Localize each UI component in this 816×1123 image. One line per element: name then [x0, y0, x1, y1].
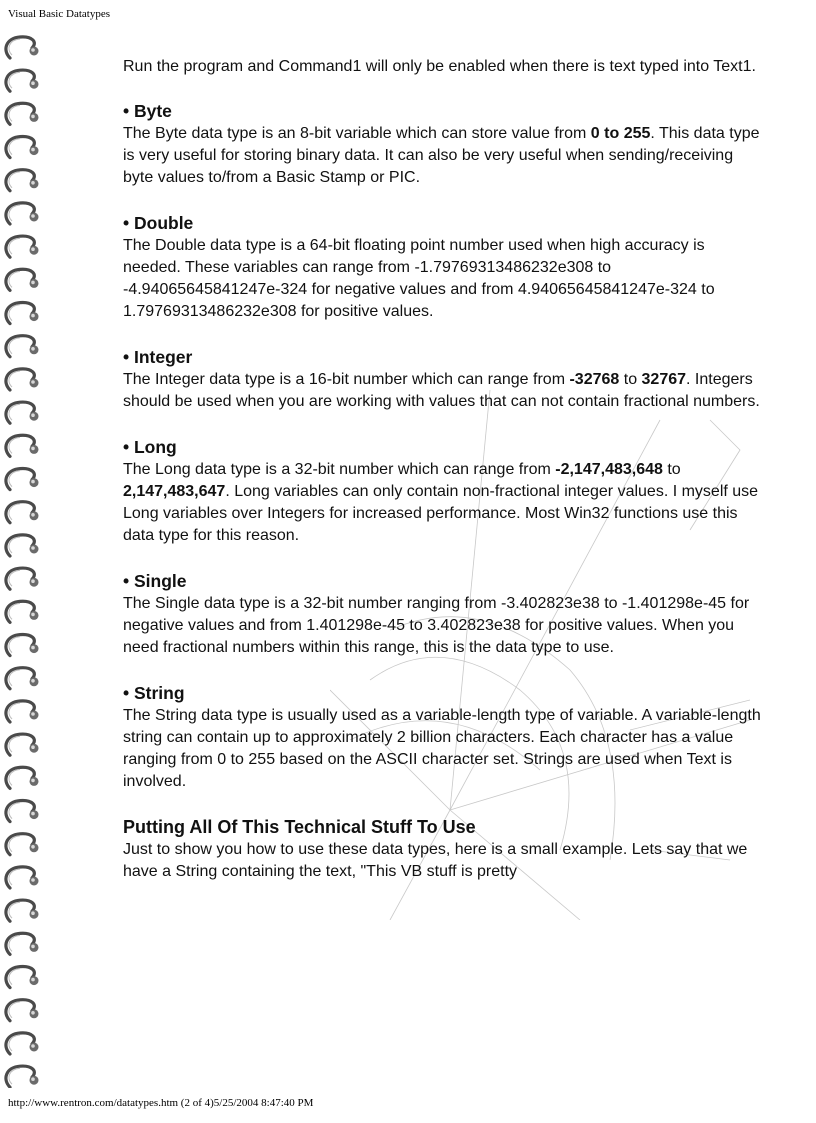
binding-ring-icon — [6, 834, 39, 855]
section-body: The Long data type is a 32-bit number which can range from -2,147,483,648 to 2,147,483,647. Long variables can only contain non-fractional integer values. I myself use Long variables over Integers for increased performance. Most Win32 functions use this data type for this reason. — [123, 461, 759, 544]
binding-ring-icon — [6, 800, 39, 821]
binding-ring-icon — [6, 1066, 39, 1087]
section-body: The Byte data type is an 8-bit variable which can store value from 0 to 255. This data type is very useful for storing binary data. It can also be very useful when sending/receiving byte values to/from a Basic Stamp or PIC. — [123, 125, 760, 186]
binding-ring-icon — [6, 966, 39, 987]
page-footer-url: http://www.rentron.com/datatypes.htm (2 of 4)5/25/2004 8:47:40 PM — [8, 1097, 314, 1109]
binding-ring-icon — [6, 867, 39, 888]
binding-ring-icon — [6, 1000, 39, 1021]
binding-ring-icon — [6, 701, 39, 722]
binding-ring-icon — [6, 668, 39, 689]
binding-ring-icon — [6, 568, 39, 589]
section-heading: • Long — [123, 437, 177, 457]
binding-ring-icon — [6, 535, 39, 556]
section-heading: • Byte — [123, 101, 172, 121]
section-heading: • Single — [123, 571, 187, 591]
binding-ring-icon — [6, 734, 39, 755]
binding-ring-icon — [6, 70, 39, 91]
section-heading: • Integer — [123, 347, 193, 367]
binding-ring-icon — [6, 103, 39, 124]
binding-ring-icon — [6, 369, 39, 390]
binding-ring-icon — [6, 336, 39, 357]
section-string — [123, 682, 763, 793]
section-body: The Integer data type is a 16-bit number which can range from -32768 to 32767. Integers should be used when you are working with values that can not contain fractional numbers. — [123, 371, 760, 410]
section-single — [123, 570, 763, 659]
page-header-title: Visual Basic Datatypes — [8, 8, 110, 20]
binding-ring-icon — [6, 435, 39, 456]
section-body: The String data type is usually used as a variable-length type of variable. A variable-length string can contain up to approximately 2 billion characters. Each character has a value ranging from 0 to 255 based on the ASCII character set. Strings are used when Text is involved. — [123, 707, 761, 790]
binding-ring-icon — [6, 502, 39, 523]
binding-ring-icon — [6, 170, 39, 191]
section-heading: Putting All Of This Technical Stuff To Use — [123, 817, 476, 837]
spiral-binding — [0, 26, 46, 1088]
intro-paragraph: Run the program and Command1 will only be enabled when there is text typed into Text1. — [123, 58, 756, 75]
binding-ring-icon — [6, 767, 39, 788]
binding-ring-icon — [6, 302, 39, 323]
section-body: Just to show you how to use these data types, here is a small example. Lets say that we have a String containing the text, "This VB stuff is pretty — [123, 841, 748, 880]
binding-ring-icon — [6, 601, 39, 622]
binding-ring-icon — [6, 136, 39, 157]
document-body — [123, 56, 763, 906]
binding-ring-icon — [6, 402, 39, 423]
binding-ring-icon — [6, 933, 39, 954]
binding-ring-icon — [6, 37, 39, 58]
binding-ring-icon — [6, 634, 39, 655]
binding-ring-icon — [6, 203, 39, 224]
section-putting-to-use — [123, 816, 763, 883]
section-heading: • String — [123, 683, 185, 703]
section-body: The Double data type is a 64-bit floating point number used when high accuracy is needed. These variables can range from -1.79769313486232e308 to -4.94065645841247e-324 for negative values and from 4.94065645841247e-324 to 1.79769313486232e308 for positive values. — [123, 237, 715, 320]
binding-ring-icon — [6, 269, 39, 290]
binding-ring-icon — [6, 1033, 39, 1054]
section-body: The Single data type is a 32-bit number ranging from -3.402823e38 to -1.401298e-45 for negative values and from 1.401298e-45 to 3.402823e38 for positive values. When you need fractional numbers within this range, this is the data type to use. — [123, 595, 750, 656]
section-heading: • Double — [123, 213, 194, 233]
section-integer — [123, 346, 763, 413]
binding-ring-icon — [6, 236, 39, 257]
section-long — [123, 436, 763, 547]
binding-ring-icon — [6, 468, 39, 489]
section-double — [123, 212, 763, 323]
binding-ring-icon — [6, 900, 39, 921]
section-byte — [123, 100, 763, 189]
